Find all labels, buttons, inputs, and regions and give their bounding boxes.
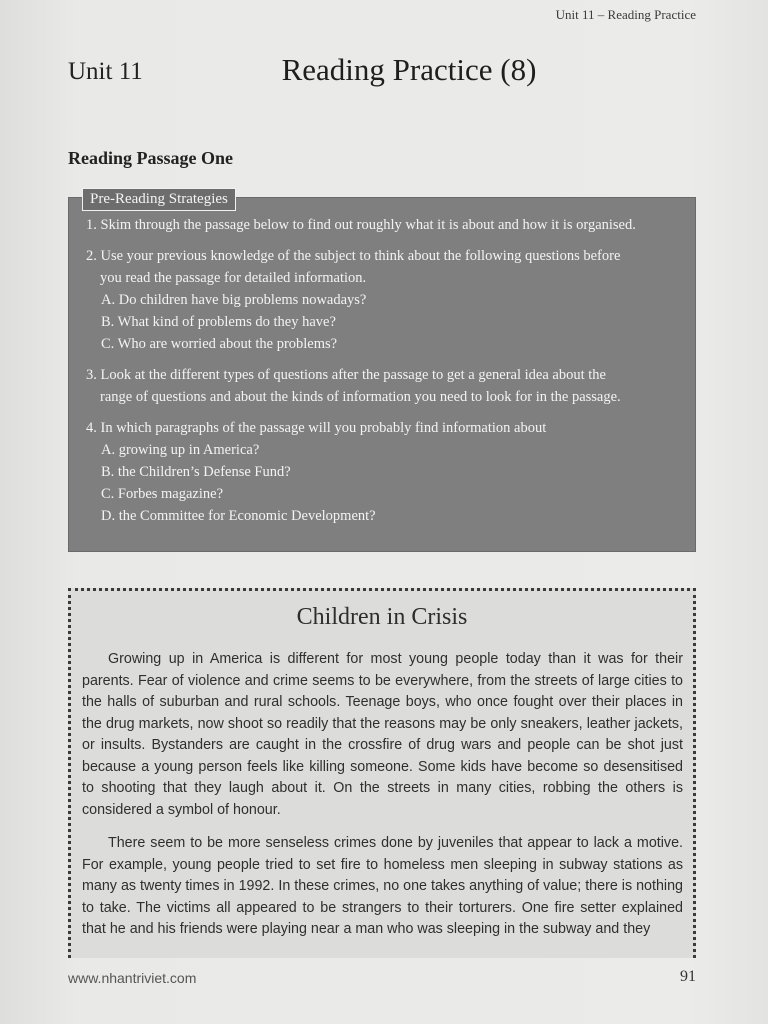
question-option: D. the Committee for Economic Development?	[101, 508, 376, 524]
question-option: A. growing up in America?	[101, 442, 260, 458]
footer-url: www.nhantriviet.com	[68, 970, 197, 986]
passage-paragraph: Growing up in America is different for most young people today than it was for their parents. Fear of violence and crime seems to be everywhere, from the streets of large cities to the halls of suburban and rural schools. Teenage boys, who once fought over their places in the drug markets, now shoot so readily that the reasons may be only sneakers, leather jackets, or insults. Bystanders are caught in the crossfire of drug wars and people can be shot just because a young person feels like killing someone. Some kids have become so desensitised to shooting that they laugh about it. On the streets in many cities, robbing the others is considered a symbol of honour.	[82, 651, 683, 818]
question-option: A. Do children have big problems nowadays?	[101, 292, 367, 308]
strategies-list	[86, 214, 684, 536]
strategy-text: 3. Look at the different types of questions after the passage to get a general idea about the	[86, 367, 606, 383]
unit-label: Unit 11	[68, 58, 143, 85]
strategy-item-3	[86, 364, 684, 408]
section-title: Reading Passage One	[68, 148, 234, 168]
passage-title: Children in Crisis	[296, 604, 468, 630]
strategy-item-1	[86, 214, 684, 236]
strategy-text: 4. In which paragraphs of the passage will you probably find information about	[86, 420, 547, 436]
strategy-item-4	[86, 417, 684, 527]
question-option: C. Forbes magazine?	[101, 486, 224, 502]
passage-paragraph: There seem to be more senseless crimes done by juveniles that appear to lack a motive. For example, young people tried to set fire to homeless men sleeping in subway stations as many as twenty times in 1992. In these crimes, no one takes anything of value; there is nothing to take. The victims all appeared to be strangers to their torturers. One fire setter explained that he and his friends were playing near a man who was sleeping in the subway and they	[82, 835, 683, 937]
page-title: Reading Practice (8)	[281, 52, 537, 87]
passage-box	[68, 588, 696, 958]
question-option: C. Who are worried about the problems?	[101, 336, 338, 352]
running-header: Unit 11 – Reading Practice	[555, 7, 696, 22]
strategy-item-2	[86, 245, 684, 355]
question-option: B. What kind of problems do they have?	[101, 314, 336, 330]
strategy-text: you read the passage for detailed information.	[100, 270, 367, 286]
strategy-text: 2. Use your previous knowledge of the subject to think about the following questions before	[86, 248, 621, 264]
page-number: 91	[680, 968, 696, 985]
strategy-text: 1. Skim through the passage below to find out roughly what it is about and how it is organised.	[86, 217, 636, 233]
question-option: B. the Children’s Defense Fund?	[101, 464, 291, 480]
pre-reading-strategies-tab: Pre-Reading Strategies	[82, 188, 236, 211]
strategy-text: range of questions and about the kinds of information you need to look for in the passage.	[100, 389, 621, 405]
